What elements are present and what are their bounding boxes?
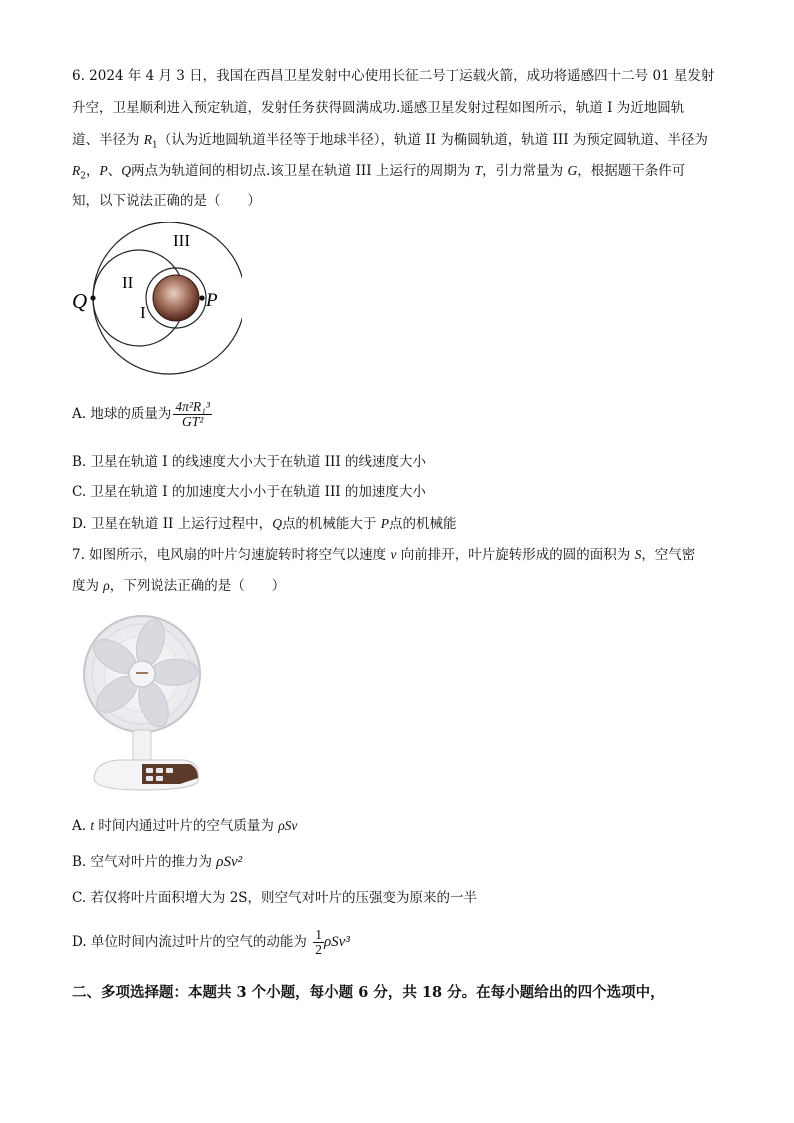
var-rho: ρ: [103, 578, 110, 593]
q7-option-d-fraction: [313, 928, 324, 957]
q6-line-4a: ，: [85, 163, 100, 179]
q6-line-3a: 道、半径为: [72, 132, 144, 148]
q7-option-a[interactable]: [72, 816, 297, 836]
q7-option-b[interactable]: [72, 852, 242, 872]
q6-line-5: 知，以下说法正确的是（ ）: [72, 193, 261, 209]
electric-fan-image: [80, 612, 210, 797]
var-s: S: [634, 547, 642, 562]
var-t-period: T: [474, 163, 483, 178]
q6-line-1: 6. 2024 年 4 月 3 日，我国在西昌卫星发射中心使用长征二号丁运载火箭，成功将遥感四十二号 01 星发射: [72, 68, 715, 84]
q7-line-2: [72, 576, 285, 596]
q6-option-d[interactable]: [72, 514, 456, 534]
q6-option-a-denominator: GT²: [181, 414, 204, 429]
q6-option-a[interactable]: [72, 400, 212, 429]
var-p: P: [99, 163, 108, 178]
q6-option-d-c: 点的机械能: [388, 516, 457, 532]
q7-line-2a: 度为: [72, 578, 104, 594]
label-ii: II: [122, 273, 134, 292]
q6-option-d-b: 点的机械能大于: [281, 516, 381, 532]
q7-option-d-a: D. 单位时间内流过叶片的空气的动能为: [72, 934, 312, 950]
point-q: [90, 295, 95, 300]
q6-option-a-fraction: [173, 400, 212, 429]
var-r2-sub: 2: [80, 171, 86, 182]
q6-option-d-a: D. 卫星在轨道 II 上运行过程中，: [72, 516, 273, 532]
fan-logo: [136, 672, 148, 674]
orbit-diagram: [72, 222, 242, 382]
label-p: P: [206, 290, 218, 311]
fan-stand: [133, 730, 151, 764]
q6-option-c[interactable]: C. 卫星在轨道 I 的加速度大小小于在轨道 III 的加速度大小: [72, 484, 426, 500]
fan-button-2: [156, 768, 163, 773]
q7-option-a-a: A.: [72, 818, 91, 834]
q7-option-c[interactable]: C. 若仅将叶片面积增大为 2S，则空气对叶片的压强变为原来的一半: [72, 890, 478, 906]
q6-option-a-prefix: A. 地球的质量为: [72, 406, 172, 422]
q6-line-4b: 、: [107, 163, 122, 179]
q7-option-d-expr: ρSv³: [323, 934, 350, 950]
q6-line-4d: ，引力常量为: [482, 163, 568, 179]
q7-option-a-b: 时间内通过叶片的空气质量为: [94, 818, 279, 834]
earth-icon: [153, 275, 199, 321]
fan-button-1: [146, 768, 153, 773]
q6-line-4e: ，根据题干条件可: [577, 163, 686, 179]
var-r1: R: [143, 132, 153, 147]
var-v: v: [390, 547, 397, 562]
q6-option-b[interactable]: B. 卫星在轨道 I 的线速度大小大于在轨道 III 的线速度大小: [72, 454, 426, 470]
q7-line-1: [72, 545, 695, 565]
label-q: Q: [72, 289, 88, 313]
var-g: G: [567, 163, 578, 178]
q6-line-4: [72, 161, 685, 187]
q6-option-d-q: Q: [272, 516, 282, 531]
q7-line-1c: ，空气密: [641, 547, 696, 563]
fan-button-3: [166, 768, 173, 773]
q6-line-4c: 两点为轨道间的相切点.该卫星在轨道 III 上运行的周期为: [130, 163, 475, 179]
var-r1-sub: 1: [152, 140, 158, 151]
point-p: [199, 295, 204, 300]
label-iii: III: [173, 231, 190, 250]
var-r2: R: [72, 163, 81, 178]
q7-option-a-t: t: [90, 818, 95, 833]
q7-option-d-numerator: 1: [315, 927, 322, 942]
q6-line-3b: （认为近地圆轨道半径等于地球半径），轨道 II 为椭圆轨道，轨道 III 为预定圆轨道、半径为: [157, 132, 708, 148]
q6-line-2: 升空，卫星顺利进入预定轨道，发射任务获得圆满成功.遥感卫星发射过程如图所示，轨道 I 为近地圆轨: [72, 100, 685, 116]
q6-option-d-p: P: [380, 516, 389, 531]
var-q: Q: [121, 163, 131, 178]
q6-line-3: [72, 130, 708, 156]
q7-line-2b: ，下列说法正确的是（ ）: [109, 578, 286, 594]
q7-option-a-expr: ρSv: [278, 818, 298, 833]
q7-option-d[interactable]: [72, 928, 350, 957]
q7-option-d-denominator: 2: [315, 942, 322, 957]
fan-button-5: [156, 776, 163, 781]
q7-option-b-a: B. 空气对叶片的推力为: [72, 854, 217, 870]
q7-option-b-expr: ρSv²: [216, 854, 243, 870]
q6-option-a-numerator: 4π²R₁³: [175, 399, 210, 414]
q7-line-1a: 7. 如图所示，电风扇的叶片匀速旋转时将空气以速度: [72, 547, 391, 563]
label-i: I: [140, 303, 146, 322]
section-2-heading: 二、多项选择题：本题共 3 个小题，每小题 6 分，共 18 分。在每小题给出的四个选项中，: [72, 984, 665, 1001]
fan-button-4: [146, 776, 153, 781]
q7-line-1b: 向前排开，叶片旋转形成的圆的面积为: [396, 547, 635, 563]
